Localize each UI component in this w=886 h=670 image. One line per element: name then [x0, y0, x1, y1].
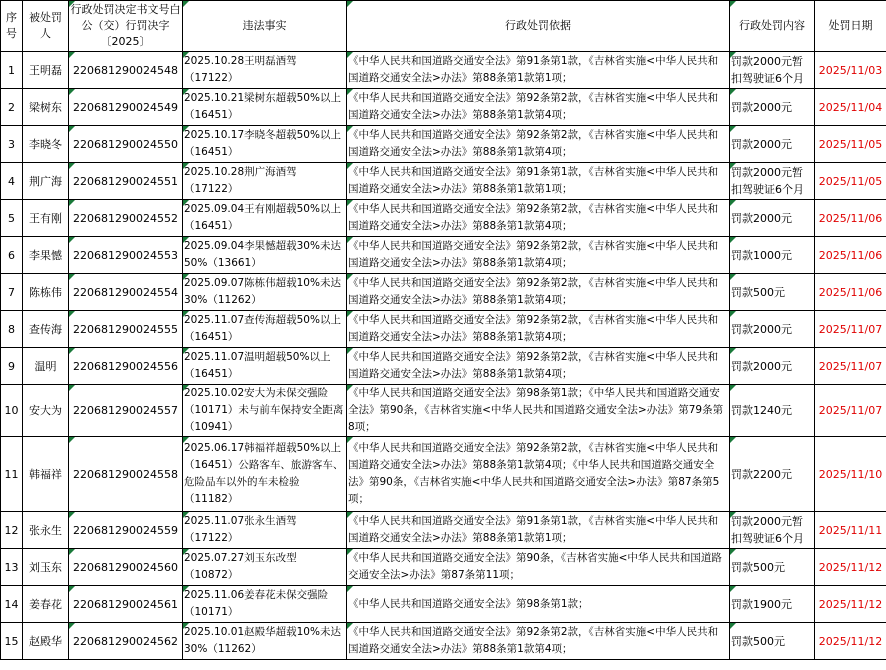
row-doc-no: 220681290024558 [69, 437, 183, 512]
row-facts: 2025.09.04王有刚超载50%以上（16451） [183, 200, 347, 237]
row-content: 罚款2200元 [730, 437, 815, 512]
table-row [1, 311, 886, 348]
table-row [1, 549, 886, 586]
row-person: 张永生 [23, 512, 69, 549]
row-facts: 2025.10.01赵殿华超载10%未达30%（11262） [183, 623, 347, 660]
row-basis: 《中华人民共和国道路交通安全法》第92条第2款，《吉林省实施<中华人民共和国道路交通安全法>办法》第88条第1款第4项； [347, 311, 730, 348]
header-doc-no: 行政处罚决定书文号白公（交）行罚决字〔2025〕 [69, 1, 183, 52]
row-person: 韩福祥 [23, 437, 69, 512]
table-row [1, 586, 886, 623]
row-facts: 2025.09.07陈栋伟超载10%未达30%（11262） [183, 274, 347, 311]
row-person: 温明 [23, 348, 69, 385]
row-basis: 《中华人民共和国道路交通安全法》第92条第2款，《吉林省实施<中华人民共和国道路交通安全法>办法》第88条第1款第4项； [347, 89, 730, 126]
table-row [1, 200, 886, 237]
table-row [1, 274, 886, 311]
row-content: 罚款500元 [730, 549, 815, 586]
row-doc-no: 220681290024554 [69, 274, 183, 311]
row-date: 2025/11/07 [815, 311, 886, 348]
row-facts: 2025.10.17李晓冬超载50%以上（16451） [183, 126, 347, 163]
table-row [1, 237, 886, 274]
table-row [1, 437, 886, 512]
row-facts: 2025.10.21梁树东超载50%以上（16451） [183, 89, 347, 126]
row-doc-no: 220681290024562 [69, 623, 183, 660]
row-facts: 2025.11.07查传海超载50%以上（16451） [183, 311, 347, 348]
row-facts: 2025.06.17韩福祥超载50%以上（16451）公路客车、旅游客车、危险品车以外的车未检验（11182） [183, 437, 347, 512]
row-basis: 《中华人民共和国道路交通安全法》第91条第1款，《吉林省实施<中华人民共和国道路交通安全法>办法》第88条第1款第1项； [347, 52, 730, 89]
row-seq: 7 [1, 274, 23, 311]
row-facts: 2025.10.28王明磊酒驾（17122） [183, 52, 347, 89]
row-facts: 2025.10.28荆广海酒驾（17122） [183, 163, 347, 200]
row-facts: 2025.11.06姜春花未保交强险（10171） [183, 586, 347, 623]
row-seq: 12 [1, 512, 23, 549]
row-doc-no: 220681290024551 [69, 163, 183, 200]
row-content: 罚款2000元 [730, 311, 815, 348]
header-date: 处罚日期 [815, 1, 886, 52]
header-content: 行政处罚内容 [730, 1, 815, 52]
row-facts: 2025.10.02安大为未保交强险（10171）未与前车保持安全距离（10941） [183, 385, 347, 437]
row-date: 2025/11/04 [815, 89, 886, 126]
row-person: 荆广海 [23, 163, 69, 200]
table-row [1, 126, 886, 163]
row-date: 2025/11/06 [815, 237, 886, 274]
row-person: 姜春花 [23, 586, 69, 623]
row-doc-no: 220681290024549 [69, 89, 183, 126]
row-person: 查传海 [23, 311, 69, 348]
row-content: 罚款2000元 [730, 126, 815, 163]
row-date: 2025/11/05 [815, 126, 886, 163]
row-basis: 《中华人民共和国道路交通安全法》第98条第1款； [347, 586, 730, 623]
row-seq: 6 [1, 237, 23, 274]
table-row [1, 89, 886, 126]
row-basis: 《中华人民共和国道路交通安全法》第98条第1款；《中华人民共和国道路交通安全法》第90条，《吉林省实施<中华人民共和国道路交通安全法>办法》第79条第8项； [347, 385, 730, 437]
row-date: 2025/11/12 [815, 623, 886, 660]
row-person: 王明磊 [23, 52, 69, 89]
row-facts: 2025.07.27刘玉东改型（10872） [183, 549, 347, 586]
row-date: 2025/11/12 [815, 586, 886, 623]
row-date: 2025/11/05 [815, 163, 886, 200]
row-doc-no: 220681290024555 [69, 311, 183, 348]
row-seq: 5 [1, 200, 23, 237]
row-content: 罚款1240元 [730, 385, 815, 437]
row-person: 赵殿华 [23, 623, 69, 660]
row-date: 2025/11/12 [815, 549, 886, 586]
row-content: 罚款500元 [730, 274, 815, 311]
row-seq: 14 [1, 586, 23, 623]
row-date: 2025/11/06 [815, 200, 886, 237]
header-seq: 序号 [1, 1, 23, 52]
row-date: 2025/11/11 [815, 512, 886, 549]
row-seq: 9 [1, 348, 23, 385]
row-basis: 《中华人民共和国道路交通安全法》第92条第2款，《吉林省实施<中华人民共和国道路交通安全法>办法》第88条第1款第4项； [347, 237, 730, 274]
row-doc-no: 220681290024548 [69, 52, 183, 89]
row-date: 2025/11/03 [815, 52, 886, 89]
header-basis: 行政处罚依据 [347, 1, 730, 52]
row-content: 罚款2000元 [730, 89, 815, 126]
row-date: 2025/11/10 [815, 437, 886, 512]
row-basis: 《中华人民共和国道路交通安全法》第91条第1款，《吉林省实施<中华人民共和国道路交通安全法>办法》第88条第1款第1项； [347, 163, 730, 200]
row-seq: 4 [1, 163, 23, 200]
row-basis: 《中华人民共和国道路交通安全法》第92条第2款，《吉林省实施<中华人民共和国道路交通安全法>办法》第88条第1款第4项； [347, 623, 730, 660]
row-facts: 2025.09.04李果憾超载30%未达50%（13661） [183, 237, 347, 274]
row-person: 李果憾 [23, 237, 69, 274]
table-row [1, 52, 886, 89]
row-doc-no: 220681290024559 [69, 512, 183, 549]
row-seq: 2 [1, 89, 23, 126]
row-basis: 《中华人民共和国道路交通安全法》第92条第2款，《吉林省实施<中华人民共和国道路交通安全法>办法》第88条第1款第4项； [347, 200, 730, 237]
row-doc-no: 220681290024553 [69, 237, 183, 274]
table-row [1, 623, 886, 660]
header-person: 被处罚人 [23, 1, 69, 52]
row-person: 李晓冬 [23, 126, 69, 163]
row-doc-no: 220681290024557 [69, 385, 183, 437]
row-content: 罚款2000元暂扣驾驶证6个月 [730, 512, 815, 549]
table-row [1, 348, 886, 385]
row-doc-no: 220681290024552 [69, 200, 183, 237]
table-row [1, 163, 886, 200]
header-row [1, 1, 886, 52]
row-facts: 2025.11.07温明超载50%以上（16451） [183, 348, 347, 385]
row-doc-no: 220681290024561 [69, 586, 183, 623]
row-doc-no: 220681290024556 [69, 348, 183, 385]
row-content: 罚款1900元 [730, 586, 815, 623]
row-basis: 《中华人民共和国道路交通安全法》第90条，《吉林省实施<中华人民共和国道路交通安全法>办法》第87条第11项； [347, 549, 730, 586]
row-basis: 《中华人民共和国道路交通安全法》第92条第2款，《吉林省实施<中华人民共和国道路交通安全法>办法》第88条第1款第4项； [347, 126, 730, 163]
row-person: 梁树东 [23, 89, 69, 126]
row-seq: 11 [1, 437, 23, 512]
row-basis: 《中华人民共和国道路交通安全法》第92条第2款，《吉林省实施<中华人民共和国道路交通安全法>办法》第88条第1款第4项；《中华人民共和国道路交通安全法》第90条，《吉林省实施<中华人民共和国道路交通安全法>办法》第87条第5项； [347, 437, 730, 512]
row-content: 罚款2000元暂扣驾驶证6个月 [730, 163, 815, 200]
row-basis: 《中华人民共和国道路交通安全法》第91条第1款，《吉林省实施<中华人民共和国道路交通安全法>办法》第88条第1款第1项； [347, 512, 730, 549]
row-content: 罚款2000元暂扣驾驶证6个月 [730, 52, 815, 89]
row-seq: 3 [1, 126, 23, 163]
row-facts: 2025.11.07张永生酒驾（17122） [183, 512, 347, 549]
header-facts: 违法事实 [183, 1, 347, 52]
row-doc-no: 220681290024550 [69, 126, 183, 163]
row-doc-no: 220681290024560 [69, 549, 183, 586]
row-person: 陈栋伟 [23, 274, 69, 311]
row-content: 罚款2000元 [730, 200, 815, 237]
row-seq: 10 [1, 385, 23, 437]
table-row [1, 512, 886, 549]
row-seq: 8 [1, 311, 23, 348]
row-person: 王有刚 [23, 200, 69, 237]
row-person: 刘玉东 [23, 549, 69, 586]
row-date: 2025/11/07 [815, 385, 886, 437]
row-basis: 《中华人民共和国道路交通安全法》第92条第2款，《吉林省实施<中华人民共和国道路交通安全法>办法》第88条第1款第4项； [347, 348, 730, 385]
row-seq: 1 [1, 52, 23, 89]
row-seq: 15 [1, 623, 23, 660]
row-basis: 《中华人民共和国道路交通安全法》第92条第2款，《吉林省实施<中华人民共和国道路交通安全法>办法》第88条第1款第4项； [347, 274, 730, 311]
row-content: 罚款1000元 [730, 237, 815, 274]
row-content: 罚款500元 [730, 623, 815, 660]
row-date: 2025/11/06 [815, 274, 886, 311]
table-row [1, 385, 886, 437]
row-seq: 13 [1, 549, 23, 586]
row-person: 安大为 [23, 385, 69, 437]
row-date: 2025/11/07 [815, 348, 886, 385]
row-content: 罚款2000元 [730, 348, 815, 385]
